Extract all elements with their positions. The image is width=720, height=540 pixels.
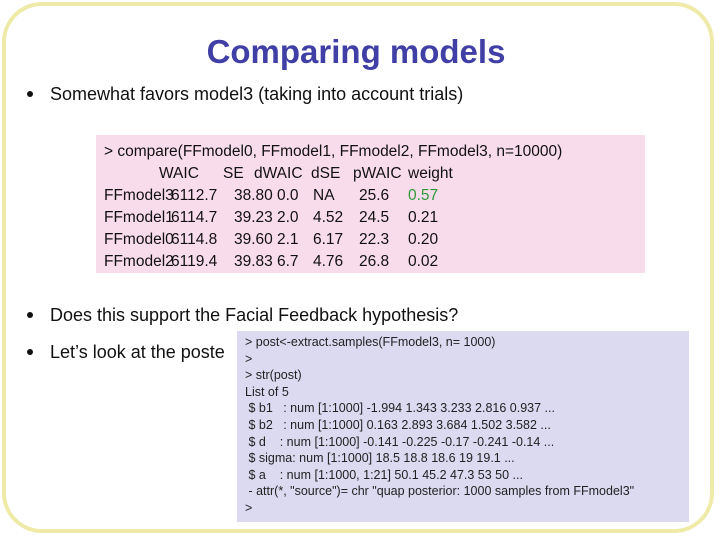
- bullet-item: [27, 81, 463, 107]
- compare-cell-weight: 0.02: [408, 253, 439, 270]
- compare-cell-dwaic: 2.0: [277, 209, 299, 226]
- compare-cell-dse: 4.76: [313, 253, 344, 270]
- bullet-dot-icon: [27, 349, 33, 355]
- compare-cell-dse: 6.17: [313, 231, 344, 248]
- bullet-item: [27, 339, 225, 365]
- slide-title: Comparing models: [206, 33, 506, 70]
- compare-cell-dwaic: 0.0: [277, 187, 299, 204]
- compare-cell-waic: 6114.7: [171, 209, 218, 226]
- bullet-item: [27, 302, 458, 328]
- header-dse: dSE: [311, 165, 341, 182]
- compare-cell-pwaic: 22.3: [359, 231, 390, 248]
- compare-cell-weight: 0.20: [408, 231, 439, 248]
- console-line: > post<-extract.samples(FFmodel3, n= 1000): [245, 335, 496, 349]
- compare-cell-dse: 4.52: [313, 209, 344, 226]
- console-line: List of 5: [245, 384, 289, 399]
- compare-cell-se: 39.83: [234, 253, 273, 270]
- header-waic: WAIC: [159, 165, 199, 182]
- console-output-block: [237, 331, 689, 522]
- console-line: >: [245, 501, 253, 515]
- compare-cell-dse: NA: [313, 187, 335, 204]
- compare-cell-pwaic: 26.8: [359, 253, 390, 270]
- compare-cell-waic: 6119.4: [171, 253, 218, 270]
- compare-cell-dwaic: 6.7: [277, 253, 299, 270]
- compare-cell-model: FFmodel0: [104, 231, 174, 248]
- compare-cell-model: FFmodel2: [104, 253, 174, 270]
- compare-row: [104, 229, 634, 251]
- compare-row: [104, 185, 634, 207]
- console-line: $ b1 : num [1:1000] -1.994 1.343 3.233 2.816 0.937 ...: [245, 401, 555, 416]
- compare-cell-se: 39.60: [234, 231, 273, 248]
- bullet-dot-icon: [27, 312, 33, 318]
- console-line: $ d : num [1:1000] -0.141 -0.225 -0.17 -0.241 -0.14 ...: [245, 434, 555, 449]
- compare-row: [104, 251, 634, 273]
- compare-cell-se: 38.80: [234, 187, 273, 204]
- compare-cell-pwaic: 24.5: [359, 209, 390, 226]
- compare-cell-pwaic: 25.6: [359, 187, 390, 204]
- console-line: $ a : num [1:1000, 1:21] 50.1 45.2 47.3 53 50 ...: [245, 467, 523, 482]
- compare-header-row: [104, 163, 634, 185]
- bullet-dot-icon: [27, 91, 33, 97]
- compare-cell-dwaic: 2.1: [277, 231, 299, 248]
- compare-command: > compare(FFmodel0, FFmodel1, FFmodel2, FFmodel3, n=10000): [104, 143, 563, 160]
- compare-cell-weight: 0.57: [408, 187, 439, 204]
- console-line: $ b2 : num [1:1000] 0.163 2.893 3.684 1.502 3.582 ...: [245, 418, 551, 432]
- console-line: - attr(*, "source")= chr "quap posterior: 1000 samples from FFmodel3": [245, 484, 635, 499]
- header-se: SE: [223, 165, 244, 182]
- compare-cell-waic: 6114.8: [171, 231, 218, 248]
- compare-cell-model: FFmodel3: [104, 187, 174, 204]
- compare-output-block: [96, 135, 645, 273]
- header-dwaic: dWAIC: [254, 165, 303, 182]
- console-line: >: [245, 351, 253, 366]
- bullet-text: Does this support the Facial Feedback hypothesis?: [50, 304, 459, 325]
- header-weight: weight: [408, 165, 453, 182]
- bullet-text: Let’s look at the poste: [50, 341, 225, 362]
- console-line: $ sigma: num [1:1000] 18.5 18.8 18.6 19 19.1 ...: [245, 451, 515, 466]
- compare-cell-waic: 6112.7: [171, 187, 218, 204]
- compare-cell-se: 39.23: [234, 209, 273, 226]
- compare-row: [104, 207, 634, 229]
- bullet-text: Somewhat favors model3 (taking into account trials): [50, 83, 464, 104]
- compare-cell-weight: 0.21: [408, 209, 439, 226]
- header-pwaic: pWAIC: [353, 165, 402, 182]
- console-line: > str(post): [245, 368, 302, 383]
- compare-cell-model: FFmodel1: [104, 209, 174, 226]
